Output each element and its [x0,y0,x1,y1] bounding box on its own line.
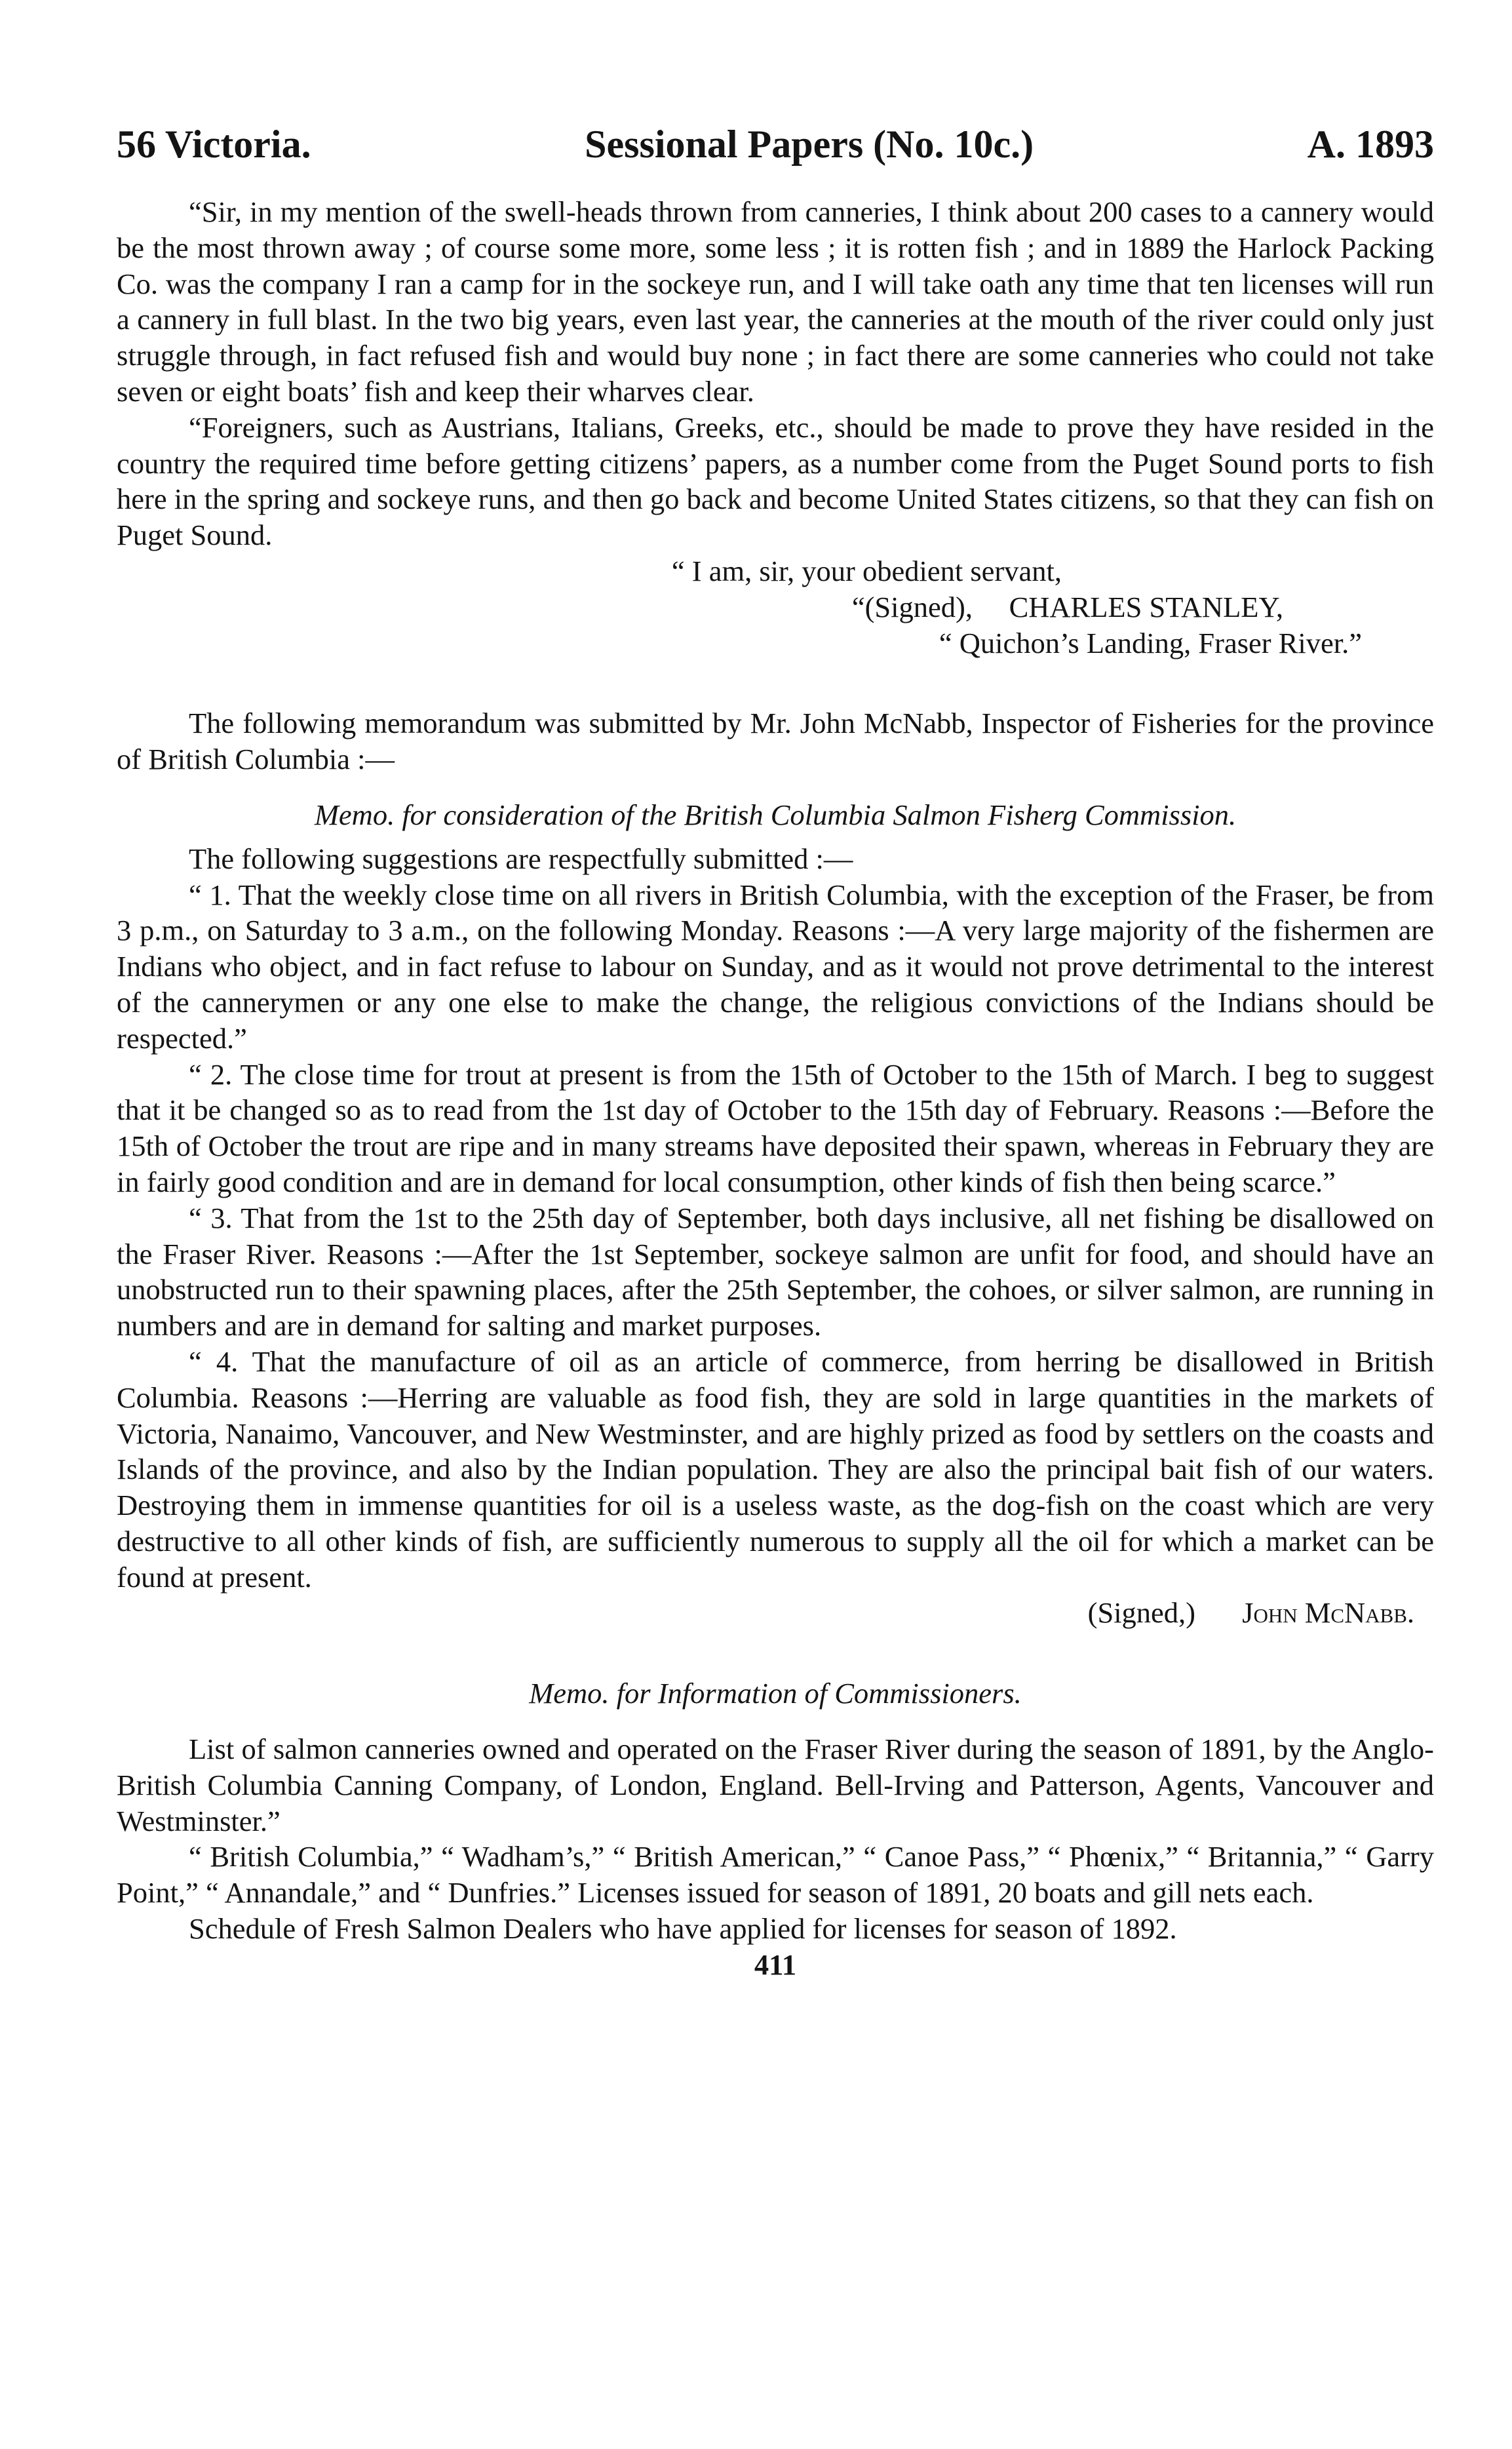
page-number: 411 [754,1948,797,1981]
letter-place: “ Quichon’s Landing, Fraser River.” [939,626,1362,659]
header-session: 56 Victoria. [117,123,311,166]
memo1-item-4: “ 4. That the manufacture of oil as an article of commerce, from herring be disallowed in British Columbia. Reasons :—Herring are valuable as food fish, they are sold in large quantities in the markets of Victoria, Nanaimo, Vancouver, and New Westminster, and are highly prized as food by settlers on the coasts and Islands of the province, and also by the Indian population. They are also the principal bait fish of our waters. Destroying them in immense quantities for oil is a useless waste, as the dog-fish on the coast which are very destructive to all other kinds of fish, are sufficiently numerous to supply all the oil for which a market can be found at present. [117,1344,1434,1594]
memo1-lead: The following suggestions are respectfully submitted :— [189,842,853,875]
memo-intro: The following memorandum was submitted by Mr. John McNabb, Inspector of Fisheries for the province of British Columbia :— [117,707,1434,776]
memo2-title: Memo. for Information of Commissioners. [529,1677,1022,1710]
memo2-paragraph-3: Schedule of Fresh Salmon Dealers who have applied for licenses for season of 1892. [189,1912,1177,1946]
letter-signature: “(Signed), CHARLES STANLEY, [851,590,1283,623]
page-header [117,118,1434,170]
letter-paragraph-2: “Foreigners, such as Austrians, Italians, Greeks, etc., should be made to prove they have resided in the country the required time before getting citizens’ papers, as a number come from the Puget Sound ports to fish here in the spring and sockeye runs, and then go back and become United States citizens, so that they can fish on Puget Sound. [117,410,1434,552]
letter-paragraph-1: “Sir, in my mention of the swell-heads thrown from canneries, I think about 200 cases to a cannery would be the most thrown away ; of course some more, some less ; it is rotten fish ; and in 1889 the Harlock Packing Co. was the company I ran a camp for in the sockeye run, and I will take oath any time that ten licenses will run a cannery in full blast. In the two big years, even last year, the canneries at the mouth of the river could only just struggle through, in fact refused fish and would buy none ; in fact there are some canneries who could not take seven or eight boats’ fish and keep their wharves clear. [117,195,1434,408]
memo1-signed-name: John McNabb. [1242,1596,1414,1630]
memo1-signature [117,1595,1434,1631]
memo2-paragraph-1: List of salmon canneries owned and operated on the Fraser River during the season of 1891, by the Anglo-British Columbia Canning Company, of London, England. Bell-Irving and Patterson, Agents, Vancouver and Westminster.” [117,1733,1434,1837]
header-title: Sessional Papers (No. 10c.) [585,123,1034,166]
letter-closing: “ I am, sir, your obedient servant, [671,554,1062,587]
memo2-paragraph-2: “ British Columbia,” “ Wadham’s,” “ British American,” “ Canoe Pass,” “ Phœnix,” “ Britannia,” “ Garry Point,” “ Annandale,” and “ Dunfries.” Licenses issued for season of 1891, 20 boats and gill nets each. [117,1840,1434,1910]
memo1-item-1: “ 1. That the weekly close time on all rivers in British Columbia, with the exception of the Fraser, be from 3 p.m., on Saturday to 3 a.m., on the following Monday. Reasons :—A very large majority of the fishermen are Indians who object, and in fact refuse to labour on Sunday, and as it would not prove detrimental to the interest of the cannerymen or any one else to make the change, the religious convictions of the Indians should be respected.” [117,878,1434,1055]
header-year: A. 1893 [1307,123,1434,166]
memo1-item-3: “ 3. That from the 1st to the 25th day of September, both days inclusive, all net fishing be disallowed on the Fraser River. Reasons :—After the 1st September, sockeye salmon are unfit for food, and should have an unobstructed run to their spawning places, after the 25th September, the cohoes, or silver salmon, are running in numbers and are in demand for salting and market purposes. [117,1201,1434,1342]
memo1-signed-label: (Signed,) [1087,1596,1196,1630]
memo1-item-2: “ 2. The close time for trout at present is from the 15th of October to the 15th of March. I beg to suggest that it be changed so as to read from the 1st day of October to the 15th day of February. Reasons :—Before the 15th of October the trout are ripe and in many streams have deposited their spawn, whereas in February they are in fairly good condition and are in demand for local consumption, other kinds of fish then being scarce.” [117,1057,1434,1198]
memo1-title: Memo. for consideration of the British Columbia Salmon Fisherg Commission. [314,798,1237,831]
document-page [117,118,1434,1983]
